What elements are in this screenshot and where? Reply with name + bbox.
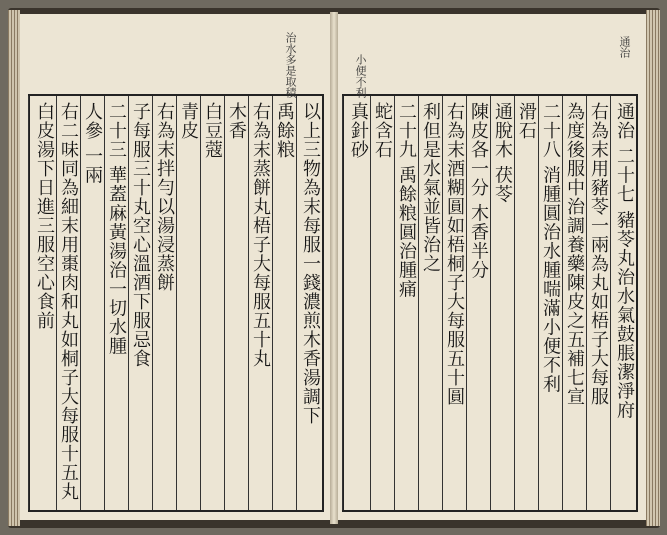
text-column: 右為末酒糊圓如梧桐子大每服五十圓 xyxy=(442,96,466,510)
text-column: 二十三 華蓋麻黃湯治一切水腫 xyxy=(104,96,128,510)
text-column: 陳皮各一分 木香半分 xyxy=(466,96,490,510)
text-column: 右為末拌勻以湯浸蒸餅 xyxy=(152,96,176,510)
text-column: 真針砂 xyxy=(342,96,370,510)
text-column: 白皮湯下日進三服空心食前 xyxy=(28,96,56,510)
right-page xyxy=(338,14,646,520)
margin-note: 治水多是取積 xyxy=(284,32,297,98)
margin-note: 小便不利 xyxy=(354,54,367,98)
text-column: 滑石 xyxy=(514,96,538,510)
text-column: 蛇含石 xyxy=(370,96,394,510)
page-edges-right xyxy=(646,10,660,526)
text-column: 右為末蒸餅丸梧子大每服五十丸 xyxy=(248,96,272,510)
text-column: 木香 xyxy=(224,96,248,510)
text-column: 子每服三十丸空心溫酒下服忌食 xyxy=(128,96,152,510)
text-column: 利但是水氣並皆治之 xyxy=(418,96,442,510)
text-column: 青皮 xyxy=(176,96,200,510)
text-column: 以上三物為末每服一錢濃煎木香湯調下 xyxy=(296,96,322,510)
text-column: 右二味同為細末用棗肉和丸如桐子大每服十五丸 xyxy=(56,96,80,510)
text-column: 二十八 消腫圓治水腫喘滿小便不利 xyxy=(538,96,562,510)
text-column: 通治 二十七 豬苓丸治水氣鼓脹潔淨府 xyxy=(610,96,636,510)
text-column: 為度後服中治調養藥陳皮之五補七宣 xyxy=(562,96,586,510)
page-edges-left xyxy=(8,10,20,526)
text-column: 二十九 禹餘粮圓治腫痛 xyxy=(394,96,418,510)
text-column: 人參 一兩 xyxy=(80,96,104,510)
text-column: 禹餘粮 xyxy=(272,96,296,510)
text-column: 白豆蔻 xyxy=(200,96,224,510)
page-header: 通治 xyxy=(618,36,631,58)
text-column: 右為末用豬苓一兩為丸如梧子大每服 xyxy=(586,96,610,510)
right-text-frame xyxy=(342,94,638,512)
left-text-frame xyxy=(28,94,324,512)
book-spine xyxy=(330,12,338,524)
left-page xyxy=(20,14,330,520)
open-book xyxy=(8,8,660,528)
text-column: 通脫木 茯苓 xyxy=(490,96,514,510)
